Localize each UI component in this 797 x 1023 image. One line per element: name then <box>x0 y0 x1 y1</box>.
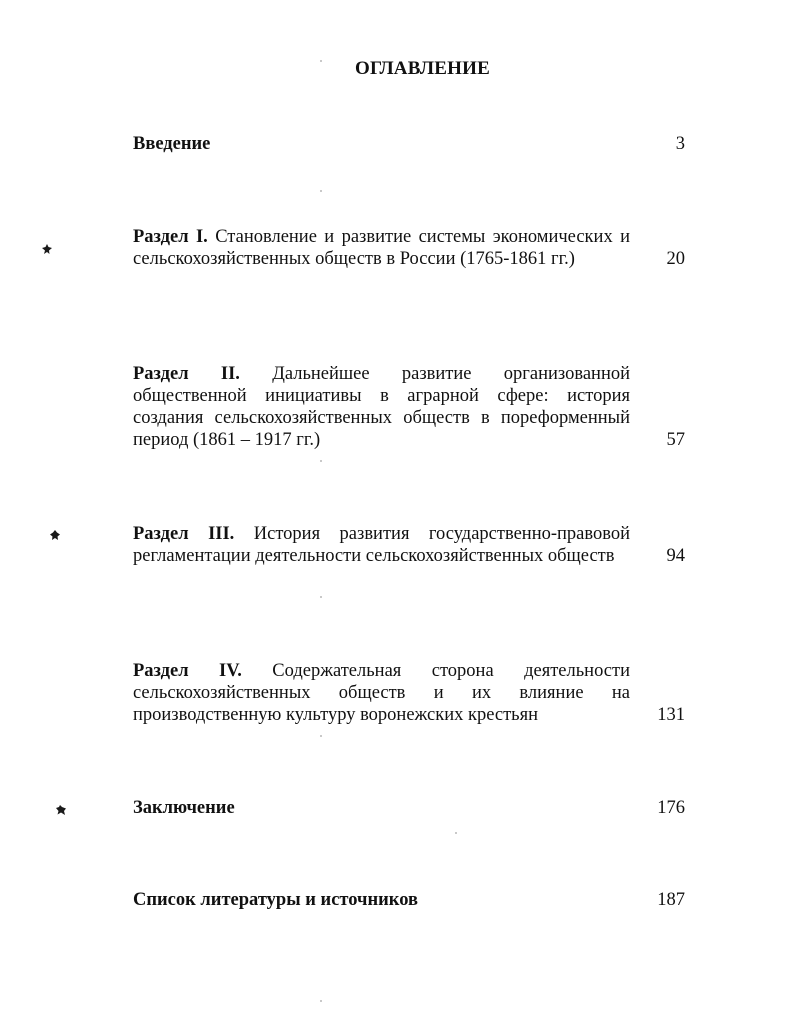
toc-entry-page: 176 <box>657 798 685 818</box>
toc-entry-introduction <box>133 133 685 155</box>
toc-entry-page: 94 <box>666 546 685 566</box>
toc-entry-section-4 <box>133 660 685 726</box>
toc-entry-label: Заключение <box>133 798 235 818</box>
toc-entry-text: История развития государственно-правовой регламентации деятельности сельскохозяйственных обществ <box>133 524 631 566</box>
toc-entry-page: 57 <box>666 430 685 450</box>
toc-entry-text: Дальнейшее развитие организованной общественной инициативы в аграрной сфере: история создания сельскохозяйственных обществ в пореформенный период (1861 – 1917 гг.) <box>133 364 630 450</box>
page-title: ОГЛАВЛЕНИЕ <box>355 58 490 79</box>
scan-dot <box>320 190 322 192</box>
toc-entry-page: 187 <box>657 890 685 910</box>
toc-entry-page: 20 <box>666 249 685 269</box>
scan-dot <box>320 460 322 462</box>
toc-entry-label: Раздел I. <box>133 227 208 247</box>
toc-entry-page: 131 <box>657 705 685 725</box>
toc-entry-label: Раздел IV. <box>133 661 242 681</box>
toc-entry-label: Раздел III. <box>133 524 235 544</box>
toc-entry-conclusion <box>133 797 685 819</box>
toc-entry-section-3 <box>133 523 685 567</box>
toc-entry-label: Введение <box>133 134 211 154</box>
toc-entry-text: Становление и развитие системы экономических и сельскохозяйственных обществ в России (1765-1861 гг.) <box>133 227 630 269</box>
toc-entry-bibliography <box>133 889 685 911</box>
scan-speck-icon <box>56 805 66 815</box>
scan-dot <box>320 596 322 598</box>
scan-dot <box>320 735 322 737</box>
scan-dot <box>320 1000 322 1002</box>
toc-entry-page: 3 <box>675 134 685 154</box>
toc-entry-section-2 <box>133 363 685 451</box>
scan-dot <box>320 60 322 62</box>
scan-speck-icon <box>50 530 60 540</box>
toc-entry-section-1 <box>133 226 685 270</box>
scan-dot <box>455 832 457 834</box>
toc-entry-label: Раздел II. <box>133 364 240 384</box>
toc-entry-text: Содержательная сторона деятельности сельскохозяйственных обществ и их влияние на производственную культуру воронежских крестьян <box>133 661 630 725</box>
scan-speck-icon <box>42 244 52 254</box>
toc-entry-label: Список литературы и источников <box>133 890 418 910</box>
